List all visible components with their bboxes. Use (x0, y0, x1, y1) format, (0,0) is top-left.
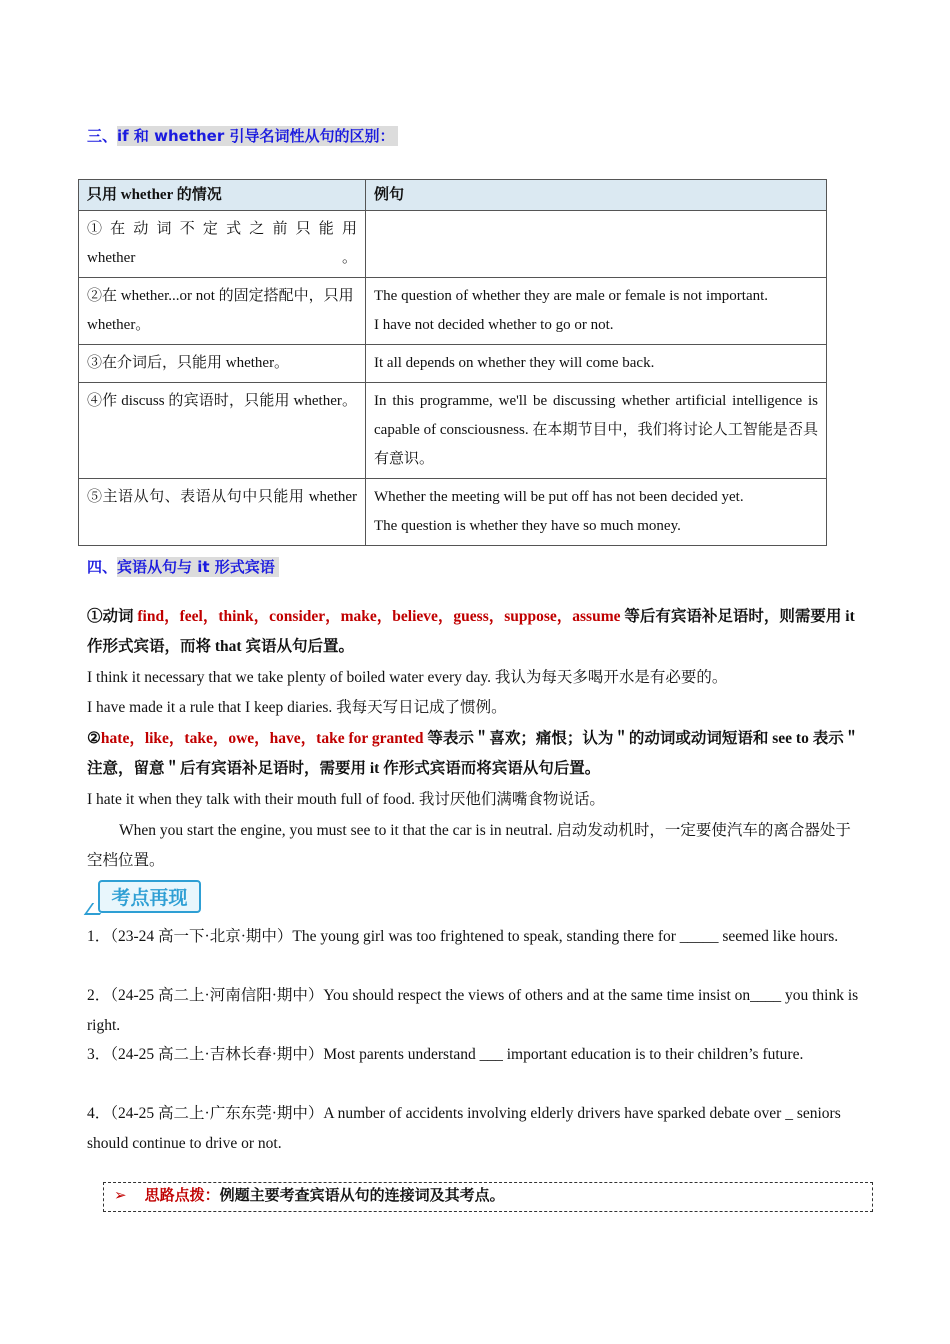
section-3-number: 三、 (87, 127, 118, 145)
rule-1-verbs: find，feel，think，consider，make，believe，guess，suppose，assume (137, 608, 621, 625)
hint-text: 例题主要考查宾语从句的连接词及其考点。 (219, 1186, 505, 1204)
section-3-title (87, 125, 398, 146)
rule-2-example: When you start the engine, you must see to it that the car is in neutral. 启动发动机时，一定要使汽车的离合器处于空档位置。 (87, 822, 851, 869)
example-sentence: Whether the meeting will be put off has not been decided yet. (374, 489, 744, 505)
rule-1-example: I have made it a rule that I keep diaries. 我每天写日记成了惯例。 (87, 699, 507, 716)
table-cell-example (366, 278, 827, 345)
arrow-icon: ➢ (114, 1186, 127, 1204)
table-header-example: 例句 (366, 180, 827, 211)
question-item: 3．（24-25 高二上·吉林长春·期中）Most parents understand ___ important education is to their children’s future. (87, 1046, 804, 1063)
rule-2-suffix: 等表示＂喜欢；痛恨；认为＂的动词或动词短语和 see to 表示＂注意，留意＂后有宾语补足语时，需要用 it 作形式宾语而将宾语从句后置。 (87, 730, 860, 777)
section-4-title (87, 556, 279, 577)
rule-1-prefix: ①动词 (87, 608, 138, 625)
question-item: 1．（23-24 高一下·北京·期中）The young girl was too frightened to speak, standing there for _____ seemed like hours. (87, 928, 839, 945)
table-row (79, 479, 827, 546)
example-sentence: The question of whether they are male or female is not important. (374, 288, 769, 304)
example-sentence: I have not decided whether to go or not. (374, 317, 614, 333)
whether-usage-table (78, 179, 827, 546)
table-cell-example (366, 479, 827, 546)
table-cell-case: ②在 whether...or not 的固定搭配中，只用 whether。 (79, 278, 366, 345)
rule-2-example: I hate it when they talk with their mouth full of food. 我讨厌他们满嘴食物说话。 (87, 791, 605, 808)
section-4-heading: 宾语从句与 it 形式宾语 (117, 557, 279, 577)
table-cell-example: In this programme, we'll be discussing whether artificial intelligence is capable of consciousness. 在本期节目中，我们将讨论人工智能是否具有意识。 (366, 383, 827, 479)
rule-2 (87, 724, 864, 784)
table-cell-case: ④作 discuss 的宾语时，只能用 whether。 (79, 383, 366, 479)
table-row (79, 278, 827, 345)
rule-2-verbs: hate，like，take，owe，have，take for granted (100, 730, 424, 747)
hint-label: 思路点拨： (144, 1186, 220, 1204)
example-sentence: The question is whether they have so much money. (374, 518, 681, 534)
rule-1 (87, 602, 864, 662)
rule-2-prefix: ② (87, 730, 101, 747)
hint-box (103, 1182, 873, 1212)
table-cell-case: ③在介词后，只能用 whether。 (79, 345, 366, 383)
exam-review-badge: 考点再现 (98, 880, 201, 913)
question-item: 4．（24-25 高二上·广东东莞·期中）A number of accidents involving elderly drivers have sparked debate over _ seniors should continue to drive or not. (87, 1105, 841, 1152)
table-cell-example (366, 211, 827, 278)
table-cell-case: ⑤主语从句、表语从句中只能用 whether (79, 479, 366, 546)
table-row (79, 345, 827, 383)
table-cell-case: ① 在 动 词 不 定 式 之 前 只 能 用 whether。 (79, 211, 366, 278)
rule-1-suffix: 等后有宾语补足语时，则需要用 it 作形式宾语，而将 that 宾语从句后置。 (87, 608, 855, 655)
table-row (79, 383, 827, 479)
table-header-case: 只用 whether 的情况 (79, 180, 366, 211)
rule-1-example: I think it necessary that we take plenty of boiled water every day. 我认为每天多喝开水是有必要的。 (87, 669, 728, 686)
section-4-number: 四、 (87, 558, 118, 576)
table-header-row (79, 180, 827, 211)
table-cell-example: It all depends on whether they will come back. (366, 345, 827, 383)
table-row (79, 211, 827, 278)
section-3-heading: if 和 whether 引导名词性从句的区别： (117, 126, 398, 146)
question-item: 2．（24-25 高二上·河南信阳·期中）You should respect the views of others and at the same time insist on____ you think is right. (87, 987, 859, 1034)
